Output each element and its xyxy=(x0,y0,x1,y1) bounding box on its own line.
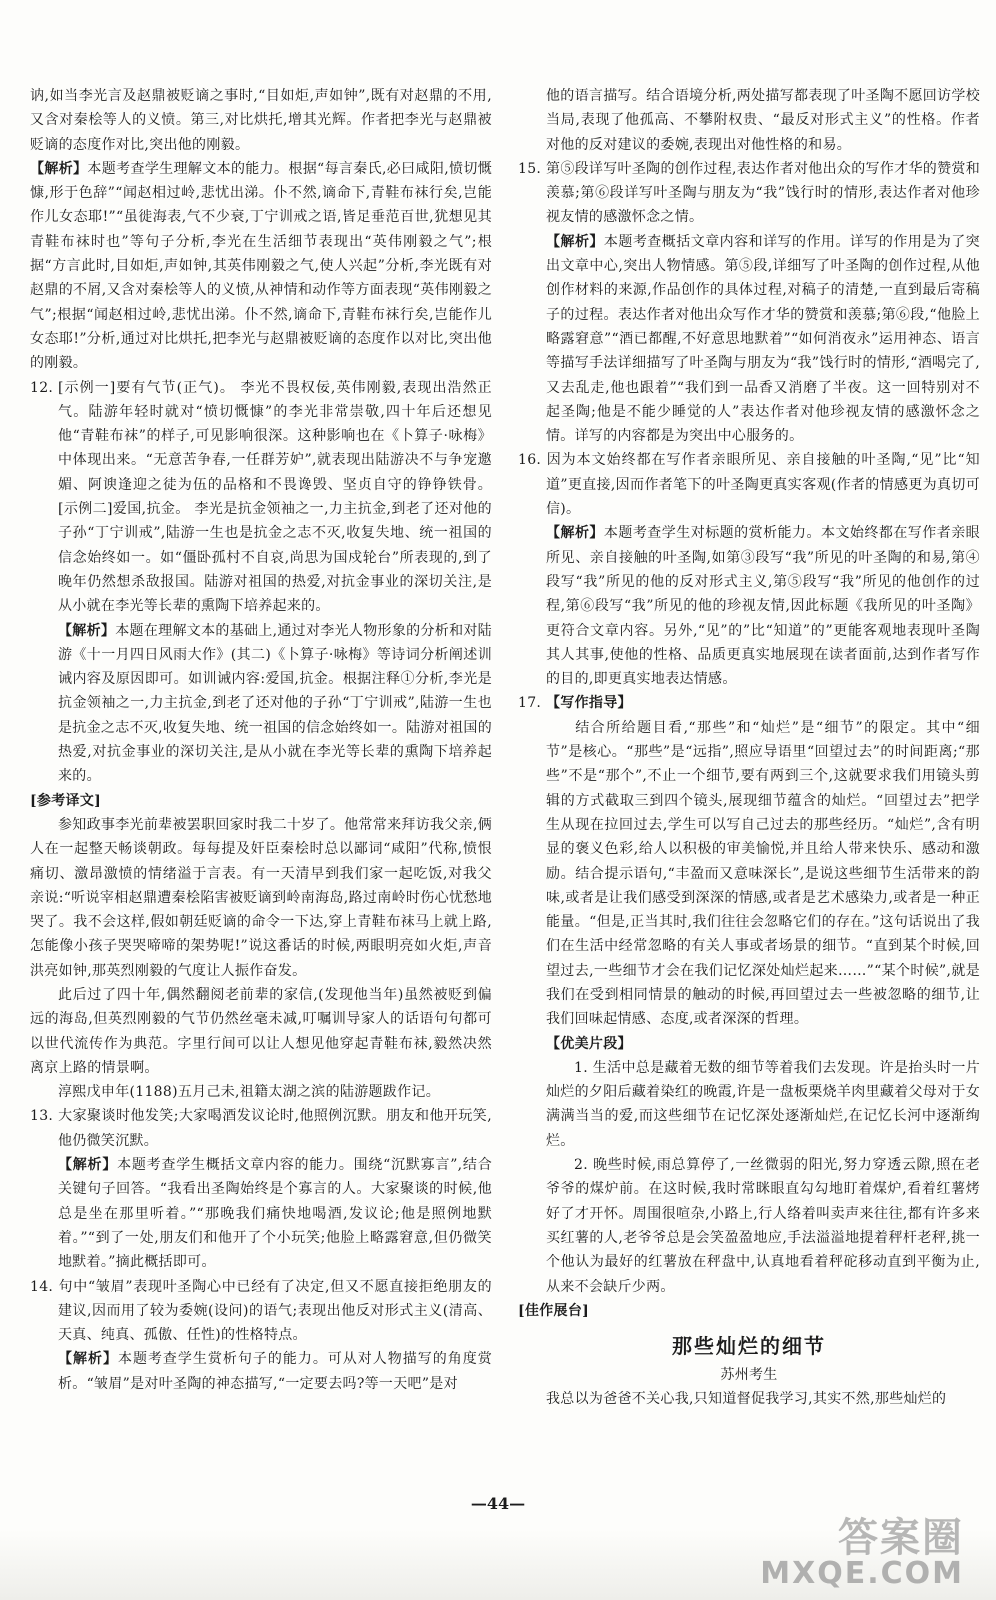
analysis-tag: 【解析】 xyxy=(58,1157,118,1174)
watermark-logo xyxy=(760,1506,980,1594)
watermark-text: 答案圈 xyxy=(838,1515,964,1561)
analysis-13 xyxy=(30,1153,492,1274)
analysis xyxy=(30,157,492,376)
analysis-text: 本题考查学生赏析句子的能力。可从对人物描写的角度赏析。“皱眉”是对叶圣陶的神态描写,“一定要去吗?等一天吧”是对 xyxy=(58,1351,493,1392)
question-number: 16. xyxy=(518,452,542,469)
answer-text: 第⑤段详写叶圣陶的创作过程,表达作者对他出众的写作才华的赞赏和羡慕;第⑥段详写叶圣陶与朋友为“我”饯行时的情形,表达作者对他珍视友情的感激怀念之情。 xyxy=(546,160,980,226)
answer-15 xyxy=(518,157,980,230)
writing-guide-tag: 【写作指导】 xyxy=(546,695,632,712)
left-column xyxy=(30,84,492,1396)
answer-text: 大家聚谈时他发笑;大家喝酒发议论时,他照例沉默。朋友和他开玩笑,他仍微笑沉默。 xyxy=(58,1108,492,1149)
analysis-tag: 【解析】 xyxy=(546,233,604,250)
excellent-excerpts-tag: 【优美片段】 xyxy=(546,1035,632,1052)
question-number: 17. xyxy=(518,695,542,712)
right-column xyxy=(518,84,980,1411)
writing-guide xyxy=(518,716,980,1032)
analysis-text: 本题考查学生概括文章内容的能力。围绕“沉默寡言”,结合关键句子回答。“我看出圣陶始终是个寡言的人。大家聚谈的时候,他总是坐在那里听着。”“那晚我们痛快地喝酒,发议论;他是照例地默着。”“到了一处,朋友们和他开了个小玩笑;他脸上略露窘意,但仍微笑地默着。”摘此概括即可。 xyxy=(58,1157,492,1271)
analysis-tag: 【解析】 xyxy=(30,160,88,177)
question-number: 14. xyxy=(30,1278,54,1295)
translation-paragraph: 此后过了四十年,偶然翻阅老前辈的家信,(发现他当年)虽然被贬到偏远的海岛,但英烈刚毅的气节仍然丝毫未减,叮嘱训导家人的话语句句都可以世代流传作为典范。字里行间可以让人想见他穿起青鞋布袜,毅然决然离京上路的情景啊。 xyxy=(30,986,492,1076)
analysis-tag: 【解析】 xyxy=(58,622,116,639)
analysis-12 xyxy=(30,619,492,789)
essay-title: 那些灿烂的细节 xyxy=(672,1334,826,1359)
analysis-text: 本题考查概括文章内容和详写的作用。详写的作用是为了突出文章中心,突出人物情感。第⑤段,详细写了叶圣陶的创作过程,从他创作材料的来源,作品创作的具体过程,对稿子的清楚,一直到最后寄稿子的过程。表达作者对他出众写作才华的赞赏和羡慕;第⑥段,“他脸上略露窘意”“酒已都醒,不好意思地默着”“如何消夜永”运用神态、语言等描写手法详细描写了叶圣陶与朋友为“我”饯行时的情形,“酒喝完了,又去乱走,他也跟着”“我们到一品香又消磨了半夜。这一回特别对不起圣陶;他是不能少睡觉的人”表达作者对他珍视友情的感激怀念之情。详写的内容都是为突出中心服务的。 xyxy=(546,233,980,445)
essay-paragraph: 我总以为爸爸不关心我,只知道督促我学习,其实不然,那些灿烂的 xyxy=(546,1391,947,1408)
watermark-url: MXQE.COM xyxy=(760,1556,964,1591)
analysis-14 xyxy=(30,1347,492,1396)
reference-translation-title: [参考译文] xyxy=(30,792,102,809)
answer-12 xyxy=(30,376,492,619)
question-number: 13. xyxy=(30,1108,54,1125)
question-number: 15. xyxy=(518,160,542,177)
analysis-16 xyxy=(518,521,980,691)
analysis-tag: 【解析】 xyxy=(546,525,604,542)
writing-guide-text: 结合所给题目看,“那些”和“灿烂”是“细节”的限定。其中“细节”是核心。“那些”是“远指”,照应导语里“回望过去”的时间距离;“那些”不是“那个”,不止一个细节,要有两到三个,这就要求我们用镜头剪辑的方式截取三到四个镜头,展现细节蕴含的灿烂。“回望过去”把学生从现在拉回过去,学生可以写自己过去的那些经历。“灿烂”,含有明显的褒义色彩,给人以积极的审美愉悦,并且给人带来快乐、感动和激励。结合提示语句,“丰盈而又意味深长”,是说这些细节生活带来的韵味,或者是让我们感受到深深的情感,或者是艺术感染力,或者是一种正能量。“但是,正当其时,我们往往会忽略它们的存在。”这句话说出了我们在生活中经常忽略的有关人事或者场景的细节。“直到某个时候,回望过去,一些细节才会在我们记忆深处灿烂起来……”“某个时候”,就是我们在受到相同情景的触动的时候,再回望过去一些被忽略的细节,让我们回味起情感、态度,或者深深的哲理。 xyxy=(546,719,980,1028)
answer-text: 因为本文始终都在写作者亲眼所见、亲自接触的叶圣陶,“见”比“知道”更直接,因而作者笔下的叶圣陶更真实客观(作者的情感更为真切可信)。 xyxy=(546,452,980,518)
analysis-text: 本题考查学生理解文本的能力。根据“每言秦氏,必曰咸阳,愤切慨慷,形于色辞”“闻赵相过岭,悲忧出涕。仆不然,谪命下,青鞋布袜行矣,岂能作儿女态耶!”“虽徙海表,气不少衰,丁宁训戒之语,皆足垂范百世,犹想见其青鞋布袜时也”等句子分析,李光在生活细节表现出“英伟刚毅之气”;根据“方言此时,目如炬,声如钟,其英伟刚毅之气,使人兴起”分析,李光既有对赵鼎的不屑,又含对秦桧等人的义愤,从神情和动作等方面表现“英伟刚毅之气”;根据“闻赵相过岭,悲忧出涕。仆不然,谪命下,青鞋布袜行矣,岂能作儿女态耶!”分析,通过对比烘托,把李光与赵鼎被贬谪的态度作以对比,突出他的刚毅。 xyxy=(30,160,493,372)
essay-author: 苏州考生 xyxy=(720,1367,778,1384)
answer-text: 句中“皱眉”表现叶圣陶心中已经有了决定,但又不愿直接拒绝朋友的建议,因而用了较为委婉(设问)的语气;表现出他反对形式主义(清高、天真、纯真、孤傲、任性)的性格特点。 xyxy=(58,1278,492,1344)
answer-text: [示例一]要有气节(正气)。 李光不畏权佞,英伟刚毅,表现出浩然正气。陆游年轻时就对“愤切慨慷”的李光非常崇敬,四十年后还想见他“青鞋布袜”的样子,可见影响很深。这种影响也在《卜算子·咏梅》中体现出来。“无意苦争春,一任群芳妒”,就表现出陆游决不与争宠邀媚、阿谀逢迎之徒为伍的品格和不畏谗毁、坚贞自守的铮铮铁骨。 [示例二]爱国,抗金。 李光是抗金领袖之一,力主抗金,到老了还对他的子孙“丁宁训戒”,陆游一生也是抗金之志不灭,收复失地、统一祖国的信念始终如一。如“僵卧孤村不自哀,尚思为国戍轮台”所表现的,到了晚年仍然想杀敌报国。陆游对祖国的热爱,对抗金事业的深切关注,是从小就在李光等长辈的熏陶下培养起来的。 xyxy=(58,379,492,615)
showcase-title: [佳作展台] xyxy=(518,1302,590,1319)
question-number: 12. xyxy=(30,379,54,396)
page-number: —44— xyxy=(470,1494,526,1513)
translation-paragraph: 参知政事李光前辈被罢职回家时我二十岁了。他常常来拜访我父亲,俩人在一起整天畅谈朝政。每每提及奸臣秦桧时总以鄙词“咸阳”代称,愤恨痛切、激昂激愤的情绪溢于言表。有一天清早到我们家一起吃饭,对我父亲说:“听说宰相赵鼎遭秦桧陷害被贬谪到岭南海岛,路过南岭时伤心忧愁地哭了。我不会这样,假如朝廷贬谪的命令一下达,穿上青鞋布袜马上就上路,怎能像小孩子哭哭啼啼的架势呢!”说这番话的时候,两眼明亮如火炬,声音洪亮如钟,那英烈刚毅的气度让人振作奋发。 xyxy=(30,816,492,979)
paragraph: 讷,如当李光言及赵鼎被贬谪之事时,“目如炬,声如钟”,既有对赵鼎的不用,又含对秦桧等人的义愤。第三,对比烘托,增其光辉。作者把李光与赵鼎被贬谪的态度作对比,突出他的刚毅。 xyxy=(30,88,492,153)
answer-16 xyxy=(518,448,980,521)
analysis-text: 本题在理解文本的基础上,通过对李光人物形象的分析和对陆游《十一月四日风雨大作》(其二)《卜算子·咏梅》等诗词分析阐述训诫内容及原因即可。如训诫内容:爱国,抗金。根据注释①分析,李光是抗金领袖之一,力主抗金,到老了还对他的子孙“丁宁训戒”,陆游一生也是抗金之志不灭,收复失地、统一祖国的信念始终如一。陆游对祖国的热爱,对抗金事业的深切关注,是从小就在李光等长辈的熏陶下培养起来的。 xyxy=(58,622,492,785)
answer-13 xyxy=(30,1104,492,1153)
excerpt-2: 2. 晚些时候,雨总算停了,一丝微弱的阳光,努力穿透云隙,照在老爷爷的煤炉前。在这时候,我时常眯眼直勾勾地盯着煤炉,看着红薯烤好了才开怀。周围很喧杂,小路上,行人络着叫卖声来往往,都有许多来买红薯的人,老爷爷总是会笑盈盈地应,手法溢溢地提着秤杆老秤,挑一个他认为最好的红薯放在秤盘中,认真地看着秤砣移动直到平衡为止,从来不会缺斤少两。 xyxy=(546,1157,980,1295)
translation-paragraph: 淳熙戊申年(1188)五月己未,祖籍太湖之滨的陆游题跋作记。 xyxy=(58,1084,441,1101)
excerpt-1: 1. 生活中总是藏着无数的细节等着我们去发现。许是抬头时一片灿烂的夕阳后藏着染红的晚霞,许是一盘板栗烧羊肉里藏着父母对于女满满当当的爱,而这些细节在记忆深处逐渐灿烂,在记忆长河中逐渐绚烂。 xyxy=(546,1059,980,1149)
paragraph: 他的语言描写。结合语境分析,两处描写都表现了叶圣陶不愿回访学校当局,表现了他孤高、不攀附权贵、“最反对形式主义”的性格。作者对他的反对建议的委婉,表现出对他性格的和易。 xyxy=(546,88,980,153)
analysis-text: 本题考查学生对标题的赏析能力。本文始终都在写作者亲眼所见、亲自接触的叶圣陶,如第③段写“我”所见的叶圣陶的和易,第④段写“我”所见的他的反对形式主义,第⑤段写“我”所见的他创作的过程,第⑥段写“我”所见的他的珍视友情,因此标题《我所见的叶圣陶》更符合文章内容。另外,“见”的”比“知道”的”更能客观地表现叶圣陶其人其事,使他的性格、品质更真实地展现在读者面前,达到作者写作的目的,即更真实地表达情感。 xyxy=(546,525,980,688)
analysis-tag: 【解析】 xyxy=(58,1351,118,1368)
answer-14 xyxy=(30,1275,492,1348)
analysis-15 xyxy=(518,230,980,449)
answer-17 xyxy=(518,691,980,715)
